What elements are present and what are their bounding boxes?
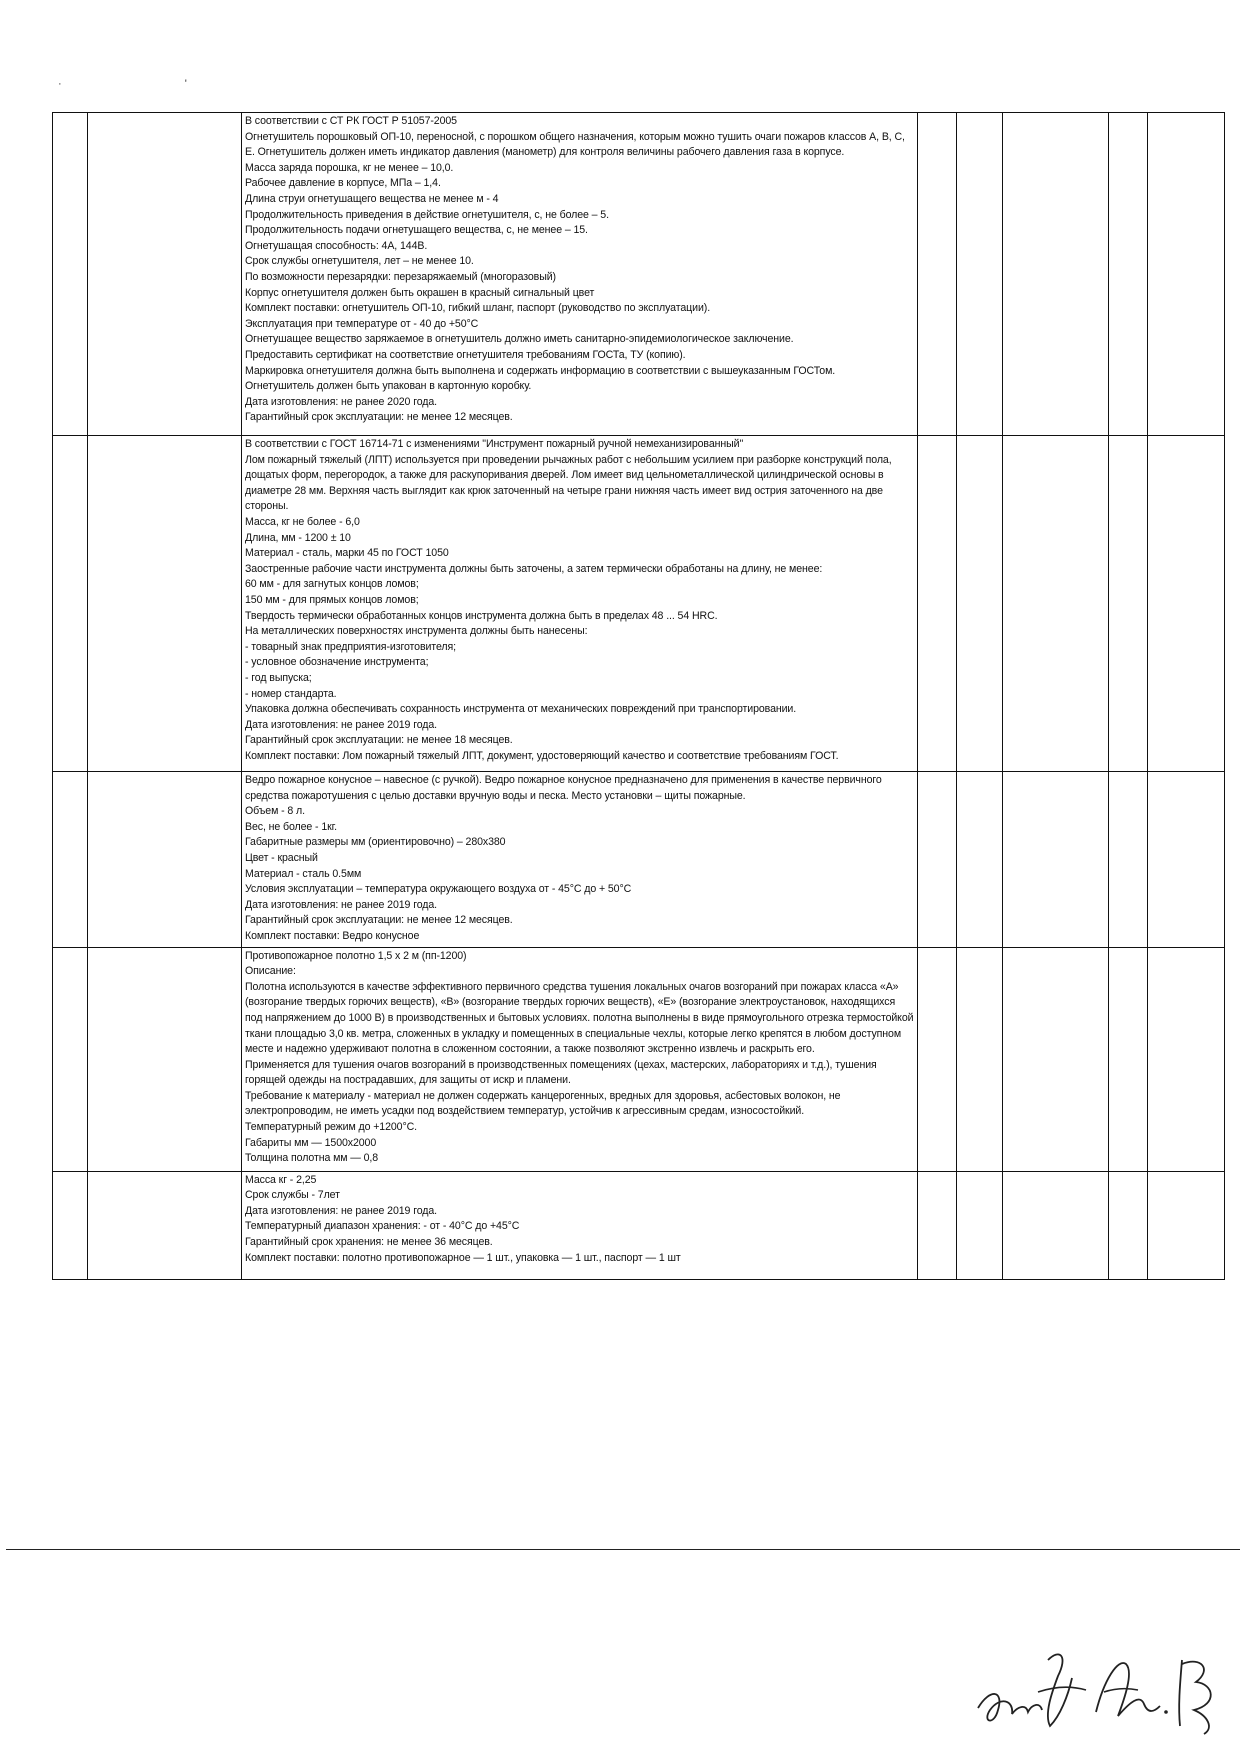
- description-line: Дата изготовления: не ранее 2019 года.: [245, 718, 438, 731]
- description-line: - номер стандарта.: [245, 687, 337, 700]
- description-line: Рабочее давление в корпусе, МПа – 1,4.: [245, 177, 441, 190]
- empty-cell: [88, 947, 242, 1171]
- empty-cell: [957, 1171, 1003, 1279]
- description-line: Срок службы огнетушителя, лет – не менее 10.: [245, 255, 474, 268]
- description-line: Применяется для тушения очагов возгораний в производственных помещениях (цехах, мастерских, лабораториях и т.д.), тушения горящей одежды на пострадавших, для защиты от искр и пламени.: [245, 1058, 877, 1087]
- empty-cell: [53, 947, 88, 1171]
- empty-cell: [1148, 772, 1225, 948]
- description-line: Масса заряда порошка, кг не менее – 10,0.: [245, 161, 454, 174]
- description-line: По возможности перезарядки: перезаряжаемый (многоразовый): [245, 270, 556, 283]
- description-line: Температурный диапазон хранения: - от - 40°С до +45°С: [245, 1220, 520, 1233]
- empty-cell: [918, 1171, 957, 1279]
- empty-cell: [53, 113, 88, 436]
- description-line: Гарантийный срок эксплуатации: не менее 12 месяцев.: [245, 411, 513, 424]
- description-line: Эксплуатация при температуре от - 40 до +50°С: [245, 317, 479, 330]
- description-line: Противопожарное полотно 1,5 х 2 м (пп-1200): [245, 949, 467, 962]
- empty-cell: [1109, 772, 1148, 948]
- empty-cell: [1109, 1171, 1148, 1279]
- description-line: Дата изготовления: не ранее 2020 года.: [245, 395, 438, 408]
- item-description-cell: [242, 947, 918, 1171]
- description-line: Предоставить сертификат на соответствие огнетушителя требованиям ГОСТа, ТУ (копию).: [245, 348, 686, 361]
- item-description-cell: [242, 1171, 918, 1279]
- item-description-cell: [242, 436, 918, 772]
- empty-cell: [88, 1171, 242, 1279]
- specification-table: [52, 112, 1225, 1280]
- empty-cell: [53, 1171, 88, 1279]
- description-line: Маркировка огнетушителя должна быть выполнена и содержать информацию в соответствии с вышеуказанным ГОСТом.: [245, 364, 836, 377]
- description-line: Полотна используются в качестве эффективного первичного средства тушения локальных очагов возгораний при пожарах класса «А» (возгорание твердых горючих веществ), «В» (возгорание твердых горючих веществ), «Е» (возгорание электроустановок, находящихся под напряжением до 1000 В) в производственных и бытовых условиях. полотна выполнены в виде прямоугольного отрезка термостойкой ткани площадью 3,0 кв. метра, сложенных в укладку и помещенных в специальные чехлы, которые легко крепятся в любом доступном месте и надежно удерживают полотна в сложенном состоянии, а также позволяют экстренно извлечь и раскрыть его.: [245, 980, 914, 1056]
- description-line: Объем - 8 л.: [245, 805, 305, 818]
- description-line: Продолжительность приведения в действие огнетушителя, с, не более – 5.: [245, 208, 609, 221]
- empty-cell: [918, 772, 957, 948]
- description-line: Продолжительность подачи огнетушащего вещества, с, не менее – 15.: [245, 224, 588, 237]
- description-line: Описание:: [245, 965, 296, 978]
- empty-cell: [53, 772, 88, 948]
- description-line: Огнетушащая способность: 4А, 144В.: [245, 239, 428, 252]
- description-line: Упаковка должна обеспечивать сохранность инструмента от механических повреждений при транспортировании.: [245, 703, 797, 716]
- description-line: - год выпуска;: [245, 671, 312, 684]
- description-line: Твердость термически обработанных концов инструмента должна быть в пределах 48 ... 54 HRC.: [245, 609, 718, 622]
- empty-cell: [957, 113, 1003, 436]
- description-line: Габариты мм — 1500х2000: [245, 1136, 377, 1149]
- empty-cell: [1003, 947, 1109, 1171]
- description-line: Гарантийный срок эксплуатации: не менее 12 месяцев.: [245, 914, 513, 927]
- empty-cell: [1148, 436, 1225, 772]
- description-line: Комплект поставки: полотно противопожарное — 1 шт., упаковка — 1 шт., паспорт — 1 шт: [245, 1251, 681, 1264]
- empty-cell: [957, 436, 1003, 772]
- description-line: В соответствии с ГОСТ 16714-71 с изменениями "Инструмент пожарный ручной немеханизированный": [245, 438, 744, 450]
- corner-mark: ': [184, 78, 247, 90]
- description-line: Материал - сталь 0.5мм: [245, 867, 362, 880]
- table-row: [53, 113, 1225, 436]
- description-line: Цвет - красный: [245, 851, 318, 864]
- empty-cell: [88, 772, 242, 948]
- empty-cell: [1109, 947, 1148, 1171]
- empty-cell: [1109, 113, 1148, 436]
- description-line: Комплект поставки: огнетушитель ОП-10, гибкий шланг, паспорт (руководство по эксплуатации).: [245, 302, 711, 315]
- description-line: Длина, мм - 1200 ± 10: [245, 531, 351, 544]
- corner-marks: [58, 78, 247, 90]
- empty-cell: [918, 113, 957, 436]
- empty-cell: [53, 436, 88, 772]
- description-line: 150 мм - для прямых концов ломов;: [245, 593, 419, 606]
- empty-cell: [1148, 113, 1225, 436]
- description-line: Лом пожарный тяжелый (ЛПТ) используется при проведении рычажных работ с небольшим усилием при разборке конструкций пола, дощатых форм, перегородок, а также для раскупоривания дверей. Лом имеет вид цельнометаллической цилиндрической основы в диаметре 28 мм. Верхняя часть выглядит как крюк заточенный на четыре грани нижняя часть имеет вид острия заточенного на две стороны.: [245, 453, 892, 513]
- empty-cell: [1148, 947, 1225, 1171]
- description-line: Толщина полотна мм — 0,8: [245, 1152, 379, 1165]
- description-line: Габаритные размеры мм (ориентировочно) – 280х380: [245, 836, 506, 849]
- bottom-rule: [6, 1549, 1240, 1550]
- empty-cell: [1003, 772, 1109, 948]
- description-line: Ведро пожарное конусное – навесное (с ручкой). Ведро пожарное конусное предназначено для применения в качестве первичного средства пожаротушения с целью доставки вручную воды и песка. Место установки – щиты пожарные.: [245, 774, 882, 802]
- description-line: Комплект поставки: Ведро конусное: [245, 929, 420, 942]
- empty-cell: [88, 113, 242, 436]
- empty-cell: [88, 436, 242, 772]
- empty-cell: [918, 436, 957, 772]
- description-line: На металлических поверхностях инструмента должны быть нанесены:: [245, 625, 588, 638]
- description-line: Комплект поставки: Лом пожарный тяжелый ЛПТ, документ, удостоверяющий качество и соответствие требованиям ГОСТ.: [245, 749, 839, 762]
- empty-cell: [957, 947, 1003, 1171]
- empty-cell: [1003, 436, 1109, 772]
- table-row: [53, 1171, 1225, 1279]
- description-line: Огнетушитель порошковый ОП-10, переносной, с порошком общего назначения, которым можно тушить очаги пожаров классов А, В, С, Е. Огнетушитель должен иметь индикатор давления (манометр) для контроля величины рабочего давления газа в корпусе.: [245, 130, 905, 159]
- empty-cell: [1109, 436, 1148, 772]
- description-line: Длина струи огнетушащего вещества не менее м - 4: [245, 192, 499, 205]
- description-line: Температурный режим до +1200°С.: [245, 1121, 417, 1134]
- description-line: Условия эксплуатации – температура окружающего воздуха от - 45°С до + 50°С: [245, 883, 632, 896]
- description-line: 60 мм - для загнутых концов ломов;: [245, 578, 419, 591]
- description-line: Гарантийный срок хранения: не менее 36 месяцев.: [245, 1235, 493, 1248]
- empty-cell: [957, 772, 1003, 948]
- description-line: Срок службы - 7лет: [245, 1189, 340, 1202]
- description-line: Заостренные рабочие части инструмента должны быть заточены, а затем термически обработаны на длину, не менее:: [245, 562, 823, 575]
- item-description-cell: [242, 113, 918, 436]
- description-line: Требование к материалу - материал не должен содержать канцерогенных, вредных для здоровья, асбестовых волокон, не электропроводим, не иметь усадки под воздействием температур, устойчив к агрессивным средам, износостойкий.: [245, 1089, 841, 1118]
- description-line: - товарный знак предприятия-изготовителя;: [245, 640, 456, 653]
- empty-cell: [1148, 1171, 1225, 1279]
- description-line: Вес, не более - 1кг.: [245, 820, 337, 833]
- signature-image: [968, 1630, 1238, 1740]
- description-line: Дата изготовления: не ранее 2019 года.: [245, 1204, 438, 1217]
- corner-mark: ·: [58, 78, 122, 90]
- empty-cell: [1003, 113, 1109, 436]
- item-description-cell: [242, 772, 918, 948]
- description-line: Материал - сталь, марки 45 по ГОСТ 1050: [245, 547, 449, 560]
- description-line: Масса кг - 2,25: [245, 1173, 317, 1186]
- table-row: [53, 947, 1225, 1171]
- description-line: Огнетушащее вещество заряжаемое в огнетушитель должно иметь санитарно-эпидемиологическое заключение.: [245, 333, 794, 346]
- description-line: Корпус огнетушителя должен быть окрашен в красный сигнальный цвет: [245, 286, 595, 299]
- empty-cell: [918, 947, 957, 1171]
- description-line: Дата изготовления: не ранее 2019 года.: [245, 898, 438, 911]
- empty-cell: [1003, 1171, 1109, 1279]
- table-row: [53, 436, 1225, 772]
- table-row: [53, 772, 1225, 948]
- description-line: - условное обозначение инструмента;: [245, 656, 429, 669]
- description-line: Огнетушитель должен быть упакован в картонную коробку.: [245, 380, 532, 393]
- description-line: Масса, кг не более - 6,0: [245, 515, 360, 528]
- description-line: Гарантийный срок эксплуатации: не менее 18 месяцев.: [245, 734, 513, 747]
- description-line: В соответствии с СТ РК ГОСТ Р 51057-2005: [245, 115, 457, 127]
